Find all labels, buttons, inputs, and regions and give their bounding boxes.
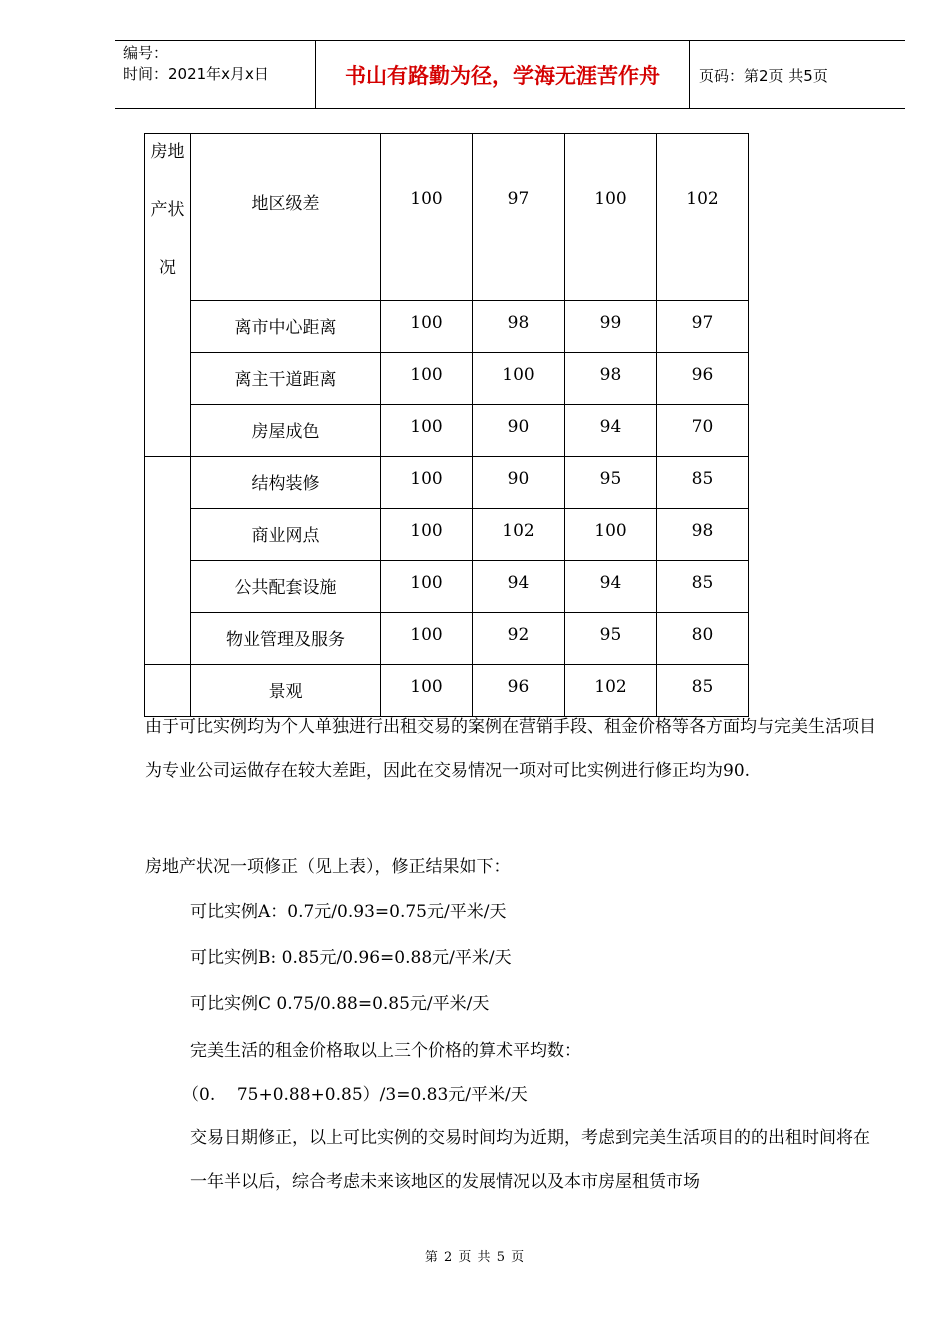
page-header: [115, 40, 905, 109]
value-cell: 70: [657, 405, 749, 457]
value-cell: 95: [565, 457, 657, 509]
average-calc: （0. 75+0.88+0.85）/3=0.83元/平米/天: [182, 1085, 528, 1105]
number-label: 编号：: [123, 44, 169, 62]
value-cell: 100: [381, 134, 473, 301]
value-cell: 97: [657, 301, 749, 353]
table-row: [145, 613, 749, 665]
table-row: [145, 134, 749, 301]
header-divider: [689, 41, 690, 108]
category-text: 产状: [150, 200, 185, 220]
header-motto: 书山有路勤为径，学海无涯苦作舟: [345, 63, 660, 88]
category-cell-empty: [145, 457, 191, 665]
page-indicator: 页码：第2页 共5页: [699, 67, 828, 85]
category-text: 房地: [150, 142, 185, 162]
value-cell: 100: [565, 509, 657, 561]
value-cell: 94: [565, 561, 657, 613]
factor-name: 离主干道距离: [191, 353, 381, 405]
paragraph-transaction: 由于可比实例均为个人单独进行出租交易的案例在营销手段、租金价格等各方面均与完美生活项目为专业公司运做存在较大差距，因此在交易情况一项对可比实例进行修正均为90.: [145, 717, 876, 781]
value-cell: 100: [565, 134, 657, 301]
factor-name: 公共配套设施: [191, 561, 381, 613]
value-cell: 80: [657, 613, 749, 665]
table-row: [145, 457, 749, 509]
category-text: 况: [159, 258, 176, 278]
value-cell: 97: [473, 134, 565, 301]
adjustment-table: [144, 133, 749, 717]
value-cell: 92: [473, 613, 565, 665]
value-cell: 85: [657, 665, 749, 717]
value-cell: 100: [381, 353, 473, 405]
value-cell: 100: [381, 301, 473, 353]
value-cell: 94: [565, 405, 657, 457]
value-cell: 94: [473, 561, 565, 613]
value-cell: 98: [565, 353, 657, 405]
table-row: [145, 561, 749, 613]
date-label: 时间：2021年x月x日: [123, 65, 269, 83]
factor-name: 地区级差: [191, 134, 381, 301]
value-cell: 96: [657, 353, 749, 405]
calc-line-a: 可比实例A：0.7元/0.93=0.75元/平米/天: [190, 902, 507, 922]
value-cell: 100: [381, 561, 473, 613]
table-row: [145, 301, 749, 353]
value-cell: 100: [381, 509, 473, 561]
value-cell: 100: [473, 353, 565, 405]
header-meta: [115, 41, 315, 108]
value-cell: 96: [473, 665, 565, 717]
factor-name: 结构装修: [191, 457, 381, 509]
value-cell: 100: [381, 613, 473, 665]
value-cell: 99: [565, 301, 657, 353]
calc-line-b: 可比实例B: 0.85元/0.96=0.88元/平米/天: [190, 948, 512, 968]
value-cell: 98: [657, 509, 749, 561]
factor-name: 房屋成色: [191, 405, 381, 457]
value-cell: 90: [473, 405, 565, 457]
value-cell: 85: [657, 561, 749, 613]
table-row: [145, 405, 749, 457]
value-cell: 100: [381, 405, 473, 457]
page-footer: 第 2 页 共 5 页: [424, 1250, 526, 1265]
paragraph-adjustment: 房地产状况一项修正（见上表），修正结果如下：: [145, 857, 511, 877]
factor-name: 商业网点: [191, 509, 381, 561]
value-cell: 100: [381, 665, 473, 717]
value-cell: 102: [473, 509, 565, 561]
category-cell-realestate: [145, 134, 191, 457]
value-cell: 98: [473, 301, 565, 353]
table-row: [145, 509, 749, 561]
paragraph-date-adjustment: 交易日期修正，以上可比实例的交易时间均为近期，考虑到完美生活项目的的出租时间将在一年半以后，综合考虑未来该地区的发展情况以及本市房屋租赁市场: [190, 1128, 870, 1192]
value-cell: 85: [657, 457, 749, 509]
factor-name: 物业管理及服务: [191, 613, 381, 665]
value-cell: 102: [565, 665, 657, 717]
value-cell: 90: [473, 457, 565, 509]
value-cell: 102: [657, 134, 749, 301]
average-intro: 完美生活的租金价格取以上三个价格的算术平均数：: [190, 1041, 581, 1061]
value-cell: 95: [565, 613, 657, 665]
factor-name: 景观: [191, 665, 381, 717]
calc-line-c: 可比实例C 0.75/0.88=0.85元/平米/天: [190, 994, 490, 1014]
factor-name: 离市中心距离: [191, 301, 381, 353]
value-cell: 100: [381, 457, 473, 509]
table-row: [145, 353, 749, 405]
